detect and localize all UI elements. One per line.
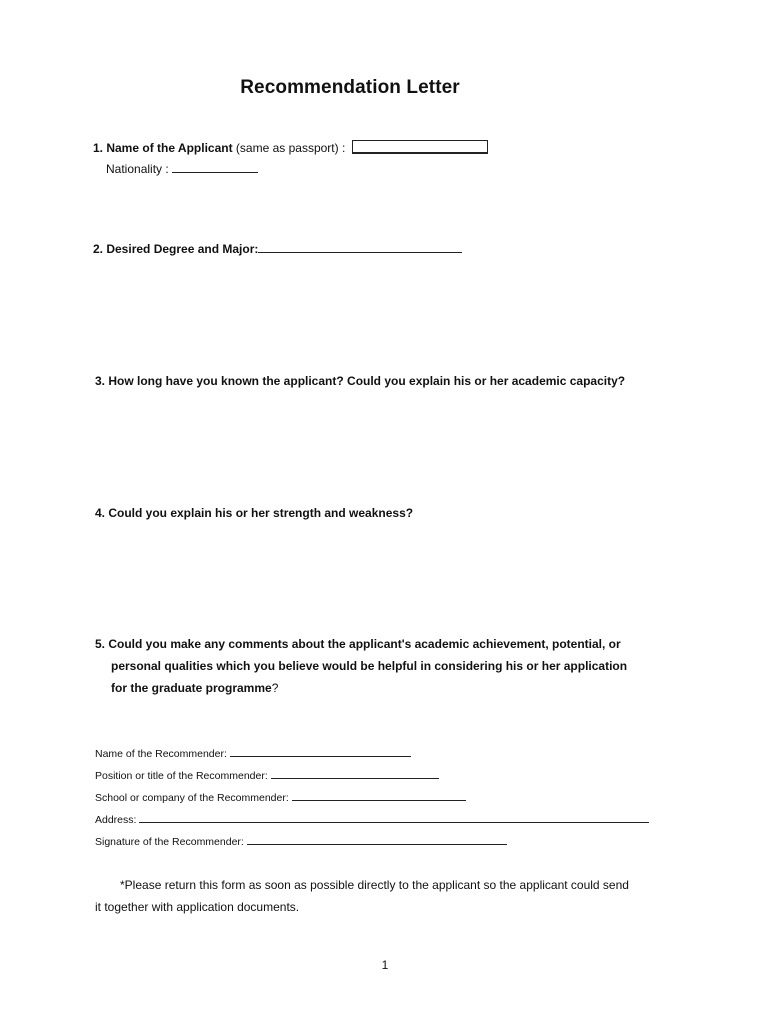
recommender-name-label: Name of the Recommender: <box>95 748 227 760</box>
recommender-school-row <box>95 790 466 804</box>
nationality-row <box>106 162 258 176</box>
nationality-label: Nationality : <box>106 162 169 176</box>
applicant-name-note: (same as passport) : <box>232 141 346 155</box>
recommender-address-label: Address: <box>95 814 137 826</box>
question-5-line-3-bold: for the graduate programme <box>111 681 272 695</box>
page-number: 1 <box>381 958 389 972</box>
recommender-position-row <box>95 768 439 782</box>
question-5-line-3 <box>111 681 278 695</box>
recommender-position-label: Position or title of the Recommender: <box>95 770 268 782</box>
return-note-line-1: *Please return this form as soon as possible directly to the applicant so the applicant could send <box>120 878 629 892</box>
nationality-field[interactable] <box>172 162 258 173</box>
recommender-address-field[interactable] <box>139 812 649 823</box>
desired-degree-field[interactable] <box>258 242 462 253</box>
recommender-school-label: School or company of the Recommender: <box>95 792 289 804</box>
recommender-name-field[interactable] <box>230 746 411 757</box>
recommender-position-field[interactable] <box>271 768 439 779</box>
question-5-line-2: personal qualities which you believe would be helpful in considering his or her application <box>111 659 628 673</box>
applicant-name-row <box>93 140 488 155</box>
applicant-name-field[interactable] <box>352 140 488 154</box>
document-title: Recommendation Letter <box>240 77 460 98</box>
recommender-name-row <box>95 746 411 760</box>
desired-degree-label: 2. Desired Degree and Major: <box>93 242 259 256</box>
question-5-line-3-end: ? <box>271 681 279 695</box>
recommender-address-row <box>95 812 649 826</box>
question-3: 3. How long have you known the applicant? Could you explain his or her academic capacity? <box>95 374 626 388</box>
question-4: 4. Could you explain his or her strength and weakness? <box>95 506 414 520</box>
applicant-name-label: 1. Name of the Applicant <box>93 141 233 155</box>
recommender-signature-row <box>95 834 507 848</box>
recommender-school-field[interactable] <box>292 790 466 801</box>
question-5-line-1: 5. Could you make any comments about the applicant's academic achievement, potential, or <box>95 637 621 651</box>
return-note-line-2: it together with application documents. <box>95 900 300 914</box>
recommender-signature-label: Signature of the Recommender: <box>95 836 244 848</box>
recommender-signature-field[interactable] <box>247 834 507 845</box>
desired-degree-row <box>93 242 462 256</box>
